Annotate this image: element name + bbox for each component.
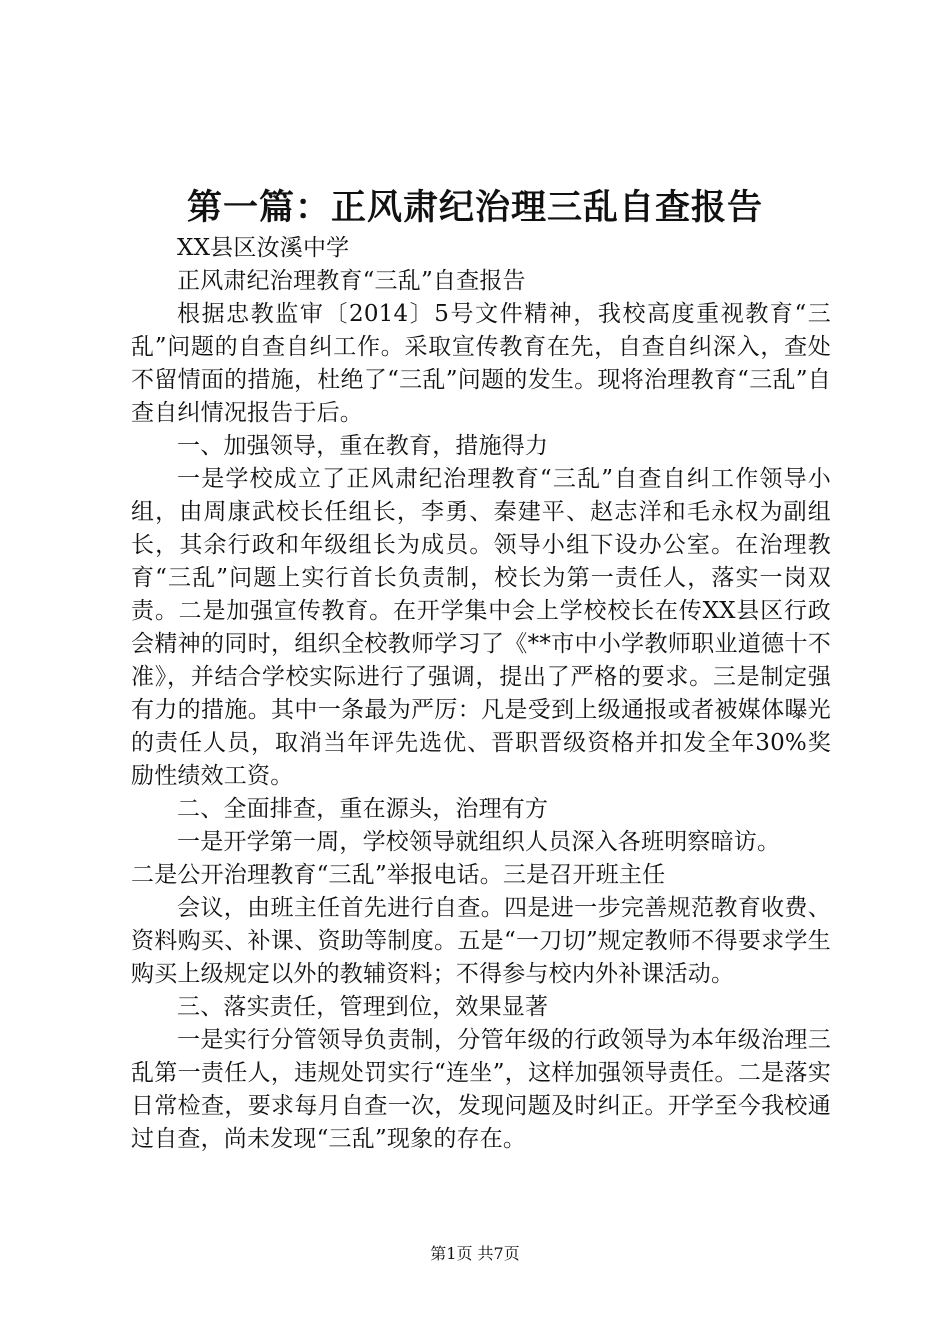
paragraph: 根据忠教监审〔2014〕5号文件精神，我校高度重视教育“三乱”问题的自查自纠工作。采取宣传教育在先，自查自纠深入，查处不留情面的措施，杜绝了“三乱”问题的发生。现将治理教育“三乱”自查自纠情况报告于后。 [131, 301, 831, 426]
section-heading: 三、落实责任，管理到位，效果显著 [177, 994, 549, 1020]
section-heading: 二、全面排查，重在源头，治理有方 [177, 796, 549, 822]
school-name: XX县区汝溪中学 [177, 235, 350, 261]
section-heading: 一、加强领导，重在教育，措施得力 [177, 433, 549, 459]
paragraph: 二是公开治理教育“三乱”举报电话。三是召开班主任 [131, 862, 666, 888]
paragraph: 一是学校成立了正风肃纪治理教育“三乱”自查自纠工作领导小组，由周康武校长任组长，李勇、秦建平、赵志洋和毛永权为副组长，其余行政和年级组长为成员。领导小组下设办公室。在治理教育“三乱”问题上实行首长负责制，校长为第一责任人，落实一岗双责。二是加强宣传教育。在开学集中会上学校校长在传XX县区行政会精神的同时，组织全校教师学习了《**市中小学教师职业道德十不准》，并结合学校实际进行了强调，提出了严格的要求。三是制定强有力的措施。其中一条最为严厉：凡是受到上级通报或者被媒体曝光的责任人员，取消当年评先选优、晋职晋级资格并扣发全年30%奖励性绩效工资。 [131, 466, 831, 789]
paragraph: 会议，由班主任首先进行自查。四是进一步完善规范教育收费、资料购买、补课、资助等制度。五是“一刀切”规定教师不得要求学生购买上级规定以外的教辅资料；不得参与校内外补课活动。 [131, 895, 831, 987]
page-footer: 第1页 共7页 [430, 1244, 520, 1263]
document-title: 第一篇：正风肃纪治理三乱自查报告 [186, 188, 763, 228]
document-body [131, 232, 831, 1156]
report-subtitle: 正风肃纪治理教育“三乱”自查报告 [177, 268, 526, 294]
paragraph: 一是开学第一周，学校领导就组织人员深入各班明察暗访。 [177, 829, 781, 855]
paragraph: 一是实行分管领导负责制，分管年级的行政领导为本年级治理三乱第一责任人，违规处罚实行“连坐”，这样加强领导责任。二是落实日常检查，要求每月自查一次，发现问题及时纠正。开学至今我校通过自查，尚未发现“三乱”现象的存在。 [131, 1027, 831, 1152]
